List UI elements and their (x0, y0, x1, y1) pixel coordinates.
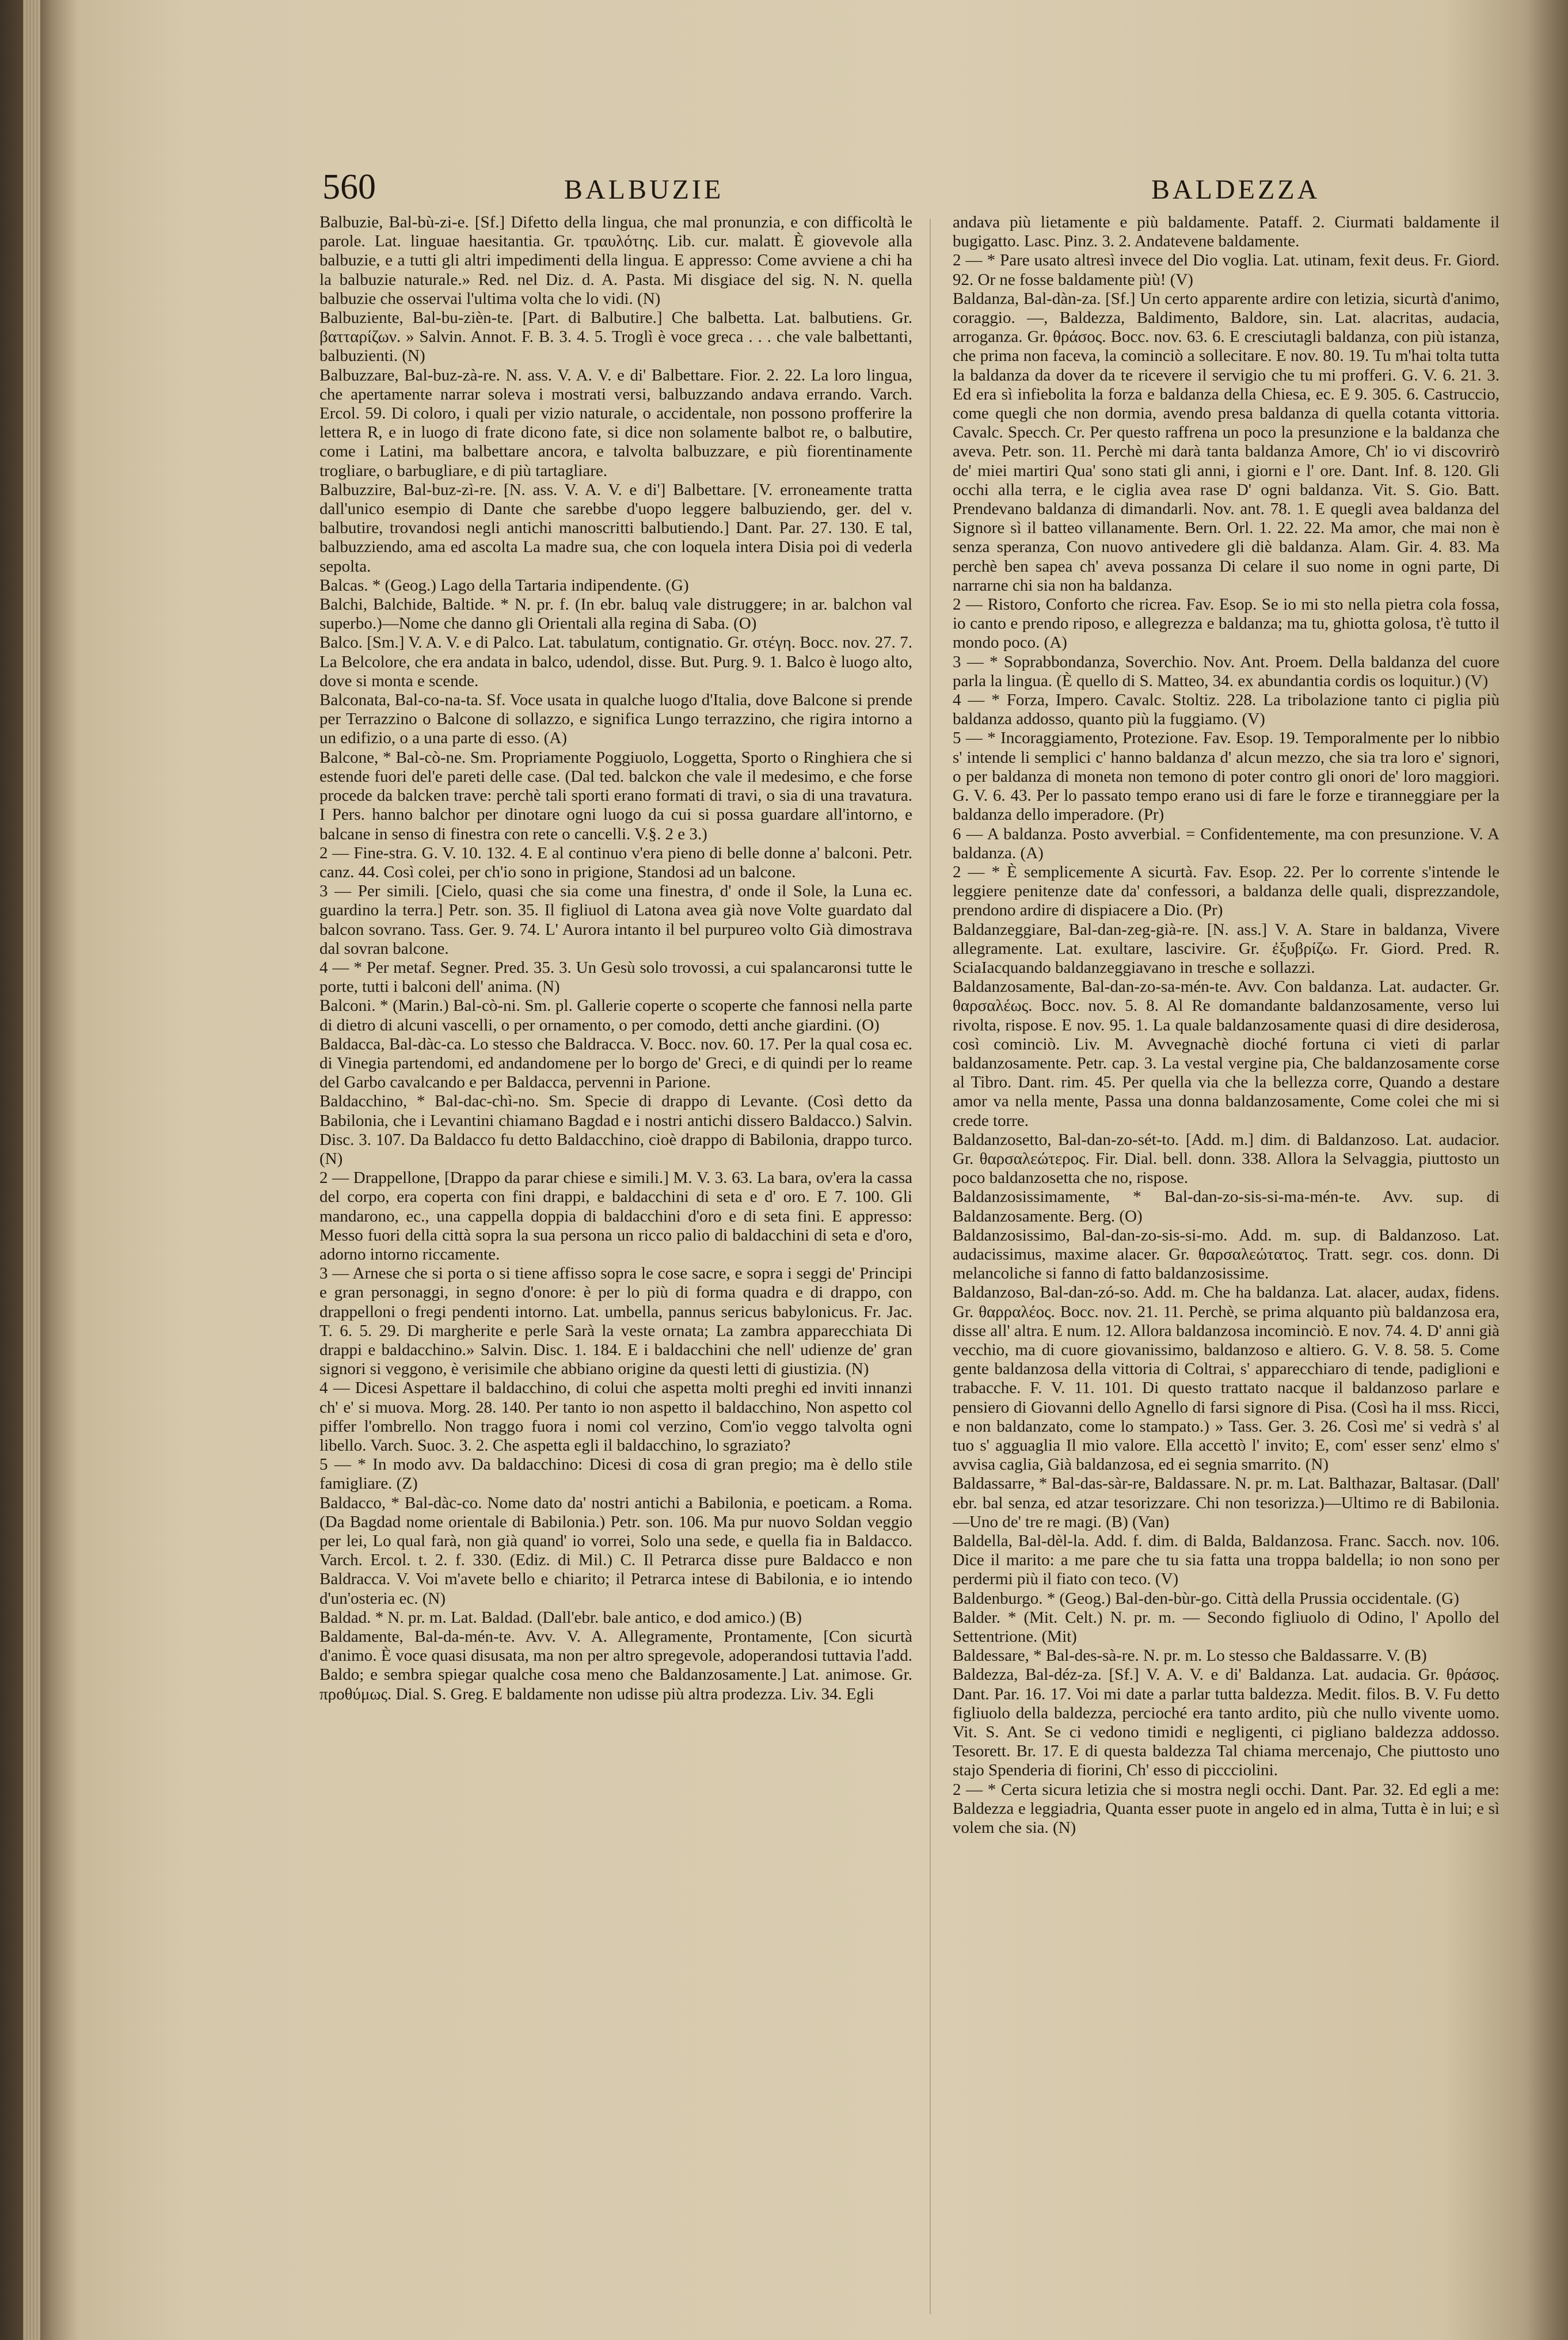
dictionary-entry: 3 — Per simili. [Cielo, quasi che sia come una finestra, d' onde il Sole, la Luna ec. guardino la terra.] Petr. son. 35. Il figliuol di Latona avea già nove Volte guardato dal balcon sovrano. Tass. Ger. 9. 74. L' Aurora intanto il bel purpureo volto Già dimostrava dal sovran balcone. (319, 882, 912, 958)
dictionary-entry: Baldacchino, * Bal-dac-chì-no. Sm. Specie di drappo di Levante. (Così detto da Babilonia, che i Levantini chiamano Bagdad e i nostri antichi dissero Baldacco.) Salvin. Disc. 3. 107. Da Baldacco fu detto Baldacchino, cioè drappo di Babilonia, drappo turco. (N) (319, 1092, 912, 1168)
dictionary-column-right (953, 213, 1500, 2320)
page-gutter-shadow (1528, 0, 1568, 2340)
dictionary-entry: Baldacca, Bal-dàc-ca. Lo stesso che Baldracca. V. Bocc. nov. 60. 17. Per la qual cosa ec. di Vinegia partendomi, ed andandomene per lo borgo de' Greci, e di quindi per lo reame del Garbo cavalcando e per Baldacca, pervenni in Parione. (319, 1034, 912, 1092)
dictionary-entry: Balbuziente, Bal-bu-zièn-te. [Part. di Balbutire.] Che balbetta. Lat. balbutiens. Gr. βατταρίζων. » Salvin. Annot. F. B. 3. 4. 5. Troglì è voce greca . . . che vale balbettanti, balbuzienti. (N) (319, 309, 912, 366)
dictionary-entry: 2 — * Pare usato altresì invece del Dio voglia. Lat. utinam, fexit deus. Fr. Giord. 92. Or ne fosse baldamente più! (V) (953, 251, 1500, 289)
dictionary-entry: Baldanzosetto, Bal-dan-zo-sét-to. [Add. m.] dim. di Baldanzoso. Lat. audacior. Gr. θαρσαλεώτερος. Fir. Dial. bell. donn. 338. Allora la Selvaggia, piuttosto un poco baldanzosetta che no, rispose. (953, 1130, 1500, 1188)
dictionary-entry: Baldella, Bal-dèl-la. Add. f. dim. di Balda, Baldanzosa. Franc. Sacch. nov. 106. Dice il marito: a me pare che tu sia fatta una troppa baldella; io non sono per perdermi più il fiato con teco. (V) (953, 1532, 1500, 1589)
dictionary-entry: Baldassarre, * Bal-das-sàr-re, Baldassare. N. pr. m. Lat. Balthazar, Baltasar. (Dall' ebr. bal senza, ed atzar tesorizzare. Chi non tesorizza.)—Ultimo re di Babilonia.—Uno de' tre re magi. (B) (Van) (953, 1474, 1500, 1531)
running-head-right: BALDEZZA (1151, 174, 1320, 205)
dictionary-entry: Baldanzoso, Bal-dan-zó-so. Add. m. Che ha baldanza. Lat. alacer, audax, fidens. Gr. θαρραλέος. Bocc. nov. 21. 11. Perchè, se prima alquanto più baldanzosa era, disse all' altra. E num. 12. Allora baldanzosa incominciò. E nov. 74. 4. D' anni già vecchio, ma di cuore giovanissimo, baldanzoso e altiero. G. V. 8. 58. 5. Come gente baldanzosa della vittoria di Coltrai, s' apparecchiaro di tende, padiglioni e trabacche. F. V. 11. 101. Di questo trattato nacque il baldanzoso parlare e pensiero di Giovanni dello Agnello di farsi signore di Pisa. (Così ha il mss. Ricci, e non baldanzato, come lo stampato.) » Tass. Ger. 3. 26. Così me' si vedrà s' al tuo s' agguaglia Il mio valore. Ella accettò l' invito; E, com' esser senz' elmo s' avvisa caglia, Già baldanzosa, ed ei segnia smarrito. (N) (953, 1283, 1500, 1474)
dictionary-entry: Balconata, Bal-co-na-ta. Sf. Voce usata in qualche luogo d'Italia, dove Balcone si prende per Terrazzino o Balcone di sollazzo, e significa Lungo terrazzino, che rigira intorno a un edifizio, o a una parte di esso. (A) (319, 691, 912, 748)
dictionary-entry: 5 — * In modo avv. Da baldacchino: Dicesi di cosa di gran pregio; ma è dello stile famigliare. (Z) (319, 1455, 912, 1493)
dictionary-column-left (319, 213, 912, 2320)
dictionary-entry: 5 — * Incoraggiamento, Protezione. Fav. Esop. 19. Temporalmente per lo nibbio s' intende li semplici c' hanno baldanza d' alcun mezzo, che sia tra loro e' signori, o per baldanza di moneta non temono di poter contro gli onori de' loro maggiori. G. V. 6. 43. Per lo passato tempo erano usi di fare le forze e tiranneggiare per la baldanza dello imperadore. (Pr) (953, 729, 1500, 824)
dictionary-entry: Balchi, Balchide, Baltide. * N. pr. f. (In ebr. baluq vale distruggere; in ar. balchon val superbo.)—Nome che danno gli Orientali alla regina di Saba. (O) (319, 595, 912, 633)
dictionary-entry: Baldanzeggiare, Bal-dan-zeg-già-re. [N. ass.] V. A. Stare in baldanza, Vivere allegramente. Lat. exultare, lascivire. Gr. ἐξυβρίζω. Fr. Giord. Pred. R. SciaIacquando baldanzeggiavano in tresche e sollazzi. (953, 920, 1500, 977)
dictionary-entry: Baldad. * N. pr. m. Lat. Baldad. (Dall'ebr. bale antico, e dod amico.) (B) (319, 1608, 802, 1627)
dictionary-entry: Baldenburgo. * (Geog.) Bal-den-bùr-go. Città della Prussia occidentale. (G) (953, 1589, 1459, 1608)
dictionary-entry: Balcas. * (Geog.) Lago della Tartaria indipendente. (G) (319, 576, 689, 595)
dictionary-entry: Baldanza, Bal-dàn-za. [Sf.] Un certo apparente ardire con letizia, sicurtà d'animo, coraggio. —, Baldezza, Baldimento, Baldore, sin. Lat. alacritas, audacia, arroganza. Gr. θράσος. Bocc. nov. 63. 6. E cresciutagli baldanza, con più istanza, che prima non faceva, la cominciò a sollecitare. E nov. 80. 19. Tu m'hai tolta tutta la baldanza da dover da te ricevere il servigio che tu mi profferi. G. V. 6. 21. 3. Ed era sì infiebolita la forza e baldanza della Chiesa, ec. E 9. 305. 6. Castruccio, come quegli che non dormia, avendo presa baldanza di quella cotanta vittoria. Cavalc. Specch. Cr. Per questo raffrena un poco la presunzione e la baldanza che aveva. Petr. son. 11. Perchè mi darà tanta baldanza Amore, Ch' io vi discovrirò de' miei martiri Qua' sono stati gli anni, i giorni e l' ore. Dant. Inf. 8. 120. Gli occhi alla terra, e le ciglia avea rase D' ogni baldanza. Vit. S. Gio. Batt. Prendevano baldanza di dimandarli. Nov. ant. 78. 1. E quegli avea baldanza del Signore sì il batteo villanamente. Bern. Orl. 1. 22. 22. Ma amor, che mai non è senza speranza, Con nuovo antivedere gli diè baldanza. Alam. Gir. 4. 83. Ma perchè ben sapea ch' aveva possanza Di celare il suo nome in ogni parte, Di narrarne chi sia non ha baldanza. (953, 289, 1500, 595)
dictionary-entry: Baldezza, Bal-déz-za. [Sf.] V. A. V. e di' Baldanza. Lat. audacia. Gr. θράσος. Dant. Par. 16. 17. Voi mi date a parlar tutta baldezza. Medit. filos. B. V. Fu detto figliuolo della baldezza, percioché era tanto ardito, più che nullo vivente uomo. Vit. S. Ant. Se ci vedono timidi e negligenti, ci pigliano baldezza addosso. Tesorett. Br. 17. E di questa baldezza Tal chiama mercenajo, Che piuttosto uno stajo Spenderia di fiorini, Ch' esso di piccciolini. (953, 1665, 1500, 1780)
dictionary-entry: 4 — Dicesi Aspettare il baldacchino, di colui che aspetta molti preghi ed inviti innanzi ch' e' si muova. Morg. 28. 140. Per tanto io non aspetto il baldacchino, Non aspetto col piffer l'ombrello. Non traggo fuora i nomi col verzino, Com'io veggo talvolta ogni libello. Varch. Suoc. 3. 2. Che aspetta egli il baldacchino, lo sgraziato? (319, 1379, 912, 1455)
dictionary-entry: Balbuzie, Bal-bù-zi-e. [Sf.] Difetto della lingua, che mal pronunzia, e con difficoltà le parole. Lat. linguae haesitantia. Gr. τραυλότης. Lib. cur. malatt. È giovevole alla balbuzie, e a tutti gli altri impedimenti della lingua. E appresso: Come avviene a chi ha la balbuzie naturale.» Red. nel Diz. d. A. Pasta. Mi disgiace del sig. N. N. quella balbuzie che osservai l'ultima volta che lo vidi. (N) (319, 213, 912, 308)
dictionary-entry: 2 — * Certa sicura letizia che si mostra negli occhi. Dant. Par. 32. Ed egli a me: Baldezza e leggiadria, Quanta esser puote in angelo ed in alma, Tutta è in lui; e sì volem che sia. (N) (953, 1780, 1500, 1837)
dictionary-entry: 2 — Ristoro, Conforto che ricrea. Fav. Esop. Se io mi sto nella pietra cola fossa, io canto e prendo riposo, e allegrezza e baldanza; ma tu, ghiotta golosa, t'è tutto il mondo poco. (A) (953, 595, 1500, 652)
dictionary-entry: 4 — * Forza, Impero. Cavalc. Stoltiz. 228. La tribolazione tanto ci piglia più baldanza addosso, quanto più la fuggiamo. (V) (953, 691, 1500, 729)
dictionary-entry: Balbuzzare, Bal-buz-zà-re. N. ass. V. A. V. e di' Balbettare. Fior. 2. 22. La loro lingua, che apertamente narrar soleva i mostrati versi, balbuzzando andava errando. Varch. Ercol. 59. Di coloro, i quali per vizio naturale, o accidentale, non possono profferire la lettera R, e in luogo di frate dicono fate, si dice non solamente balbot re, o balbutire, come i Latini, ma balbettare ancora, e talvolta balbuzzare, e più fiorentinamente trogliare, o barbugliare, e di più tartagliare. (319, 366, 912, 480)
dictionary-entry: 2 — Drappellone, [Drappo da parar chiese e simili.] M. V. 3. 63. La bara, ov'era la cassa del corpo, era coperta con fini drappi, e baldacchini di seta e d' oro. E 7. 100. Gli mandarono, ec., una cappella doppia di baldacchini d'oro e di seta fini. E appresso: Messo fuori della città sopra la sua persona un ricco palio di baldacchini di seta e d'oro, adorno intorno riccamente. (319, 1169, 912, 1264)
dictionary-entry: Balconi. * (Marin.) Bal-cò-ni. Sm. pl. Gallerie coperte o scoperte che fannosi nella parte di dietro di alcuni vascelli, o per ornamento, o per comodo, detti anche giardini. (O) (319, 996, 912, 1034)
dictionary-entry: 4 — * Per metaf. Segner. Pred. 35. 3. Un Gesù solo trovossi, a cui spalancaronsi tutte le porte, tutti i balconi dell' anima. (N) (319, 958, 912, 996)
page-stack-edge (23, 0, 40, 2340)
dictionary-entry: Baldanzosissimamente, * Bal-dan-zo-sis-si-ma-mén-te. Avv. sup. di Baldanzosamente. Berg. (O) (953, 1188, 1500, 1226)
dictionary-entry: Baldacco, * Bal-dàc-co. Nome dato da' nostri antichi a Babilonia, e poeticam. a Roma. (Da Bagdad nome orientale di Babilonia.) Petr. son. 106. Ma pur nuovo Soldan veggio per lei, Lo qual farà, non già quand' io vorrei, Solo una sede, e quella fia in Baldacco. Varch. Ercol. t. 2. f. 330. (Ediz. di Mil.) C. Il Petrarca disse pure Baldacco e non Baldracca. V. Voi m'avete bello e chiarito; il Petrarca intese di Babilonia, e io intendo d'un'osteria ec. (N) (319, 1493, 912, 1608)
dictionary-entry: Balbuzzire, Bal-buz-zì-re. [N. ass. V. A. V. e di'] Balbettare. [V. erroneamente tratta dall'unico esempio di Dante che sarebbe d'uopo leggere balbuziendo, ger. del v. balbutire, trovandosi negli antichi manoscritti balbutiendo.] Dant. Par. 27. 130. E tal, balbuzziendo, ama ed ascolta La madre sua, che con loquela intera Disia poi di vederla sepolta. (319, 480, 912, 576)
column-divider (930, 219, 931, 2314)
dictionary-entry: 3 — Arnese che si porta o si tiene affisso sopra le cose sacre, e sopra i seggi de' Principi e gran personaggi, in segno d'onore: è per lo più di forma quadra e di drappo, con drappelloni o fregi pendenti intorno. Lat. umbella, pannus sericus babylonicus. Fr. Jac. T. 6. 5. 29. Di margherite e perle Sarà la veste ornata; La zambra apparecchiata Di drappi e baldacchino.» Salvin. Disc. 1. 184. E i baldacchini che nell' udienze de' gran signori si veggono, è verisimile che abbiano origine da questi letti di giustizia. (N) (319, 1264, 912, 1379)
dictionary-entry: 2 — Fine-stra. G. V. 10. 132. 4. E al continuo v'era pieno di belle donne a' balconi. Petr. canz. 44. Così colei, per ch'io sono in prigione, Standosi ad un balcone. (319, 843, 912, 881)
running-head-left: BALBUZIE (564, 174, 724, 205)
dictionary-entry: 2 — * È semplicemente A sicurtà. Fav. Esop. 22. Per lo corrente s'intende le leggiere penitenze date da' confessori, a baldanza delle quali, disprezzandole, prendono ardire di dispiacere a Dio. (Pr) (953, 862, 1500, 920)
dictionary-entry: Baldanzosissimo, Bal-dan-zo-sis-si-mo. Add. m. sup. di Baldanzoso. Lat. audacissimus, maxime alacer. Gr. θαρσαλεώτατος. Tratt. segr. cos. donn. Di melancoliche si fanno di fatto baldanzosissime. (953, 1226, 1500, 1283)
page-number: 560 (322, 168, 376, 207)
dictionary-entry: Baldanzosamente, Bal-dan-zo-sa-mén-te. Avv. Con baldanza. Lat. audacter. Gr. θαρσαλέως. Bocc. nov. 5. 8. Al Re domandante baldanzosamente, verso lui rivolta, rispose. E nov. 95. 1. La quale baldanzosamente quasi di dire desiderosa, così cominciò. Liv. M. Avvegnachè dioché fortuna ci vieti di parlar baldanzosamente. Petr. cap. 3. La vestal vergine pia, Che baldanzosamente corse al Tibro. Dant. rim. 45. Per quella via che la bellezza corre, Quando a destare amor va nella mente, Passa una donna baldanzosamente, Come colei che mi si crede torre. (953, 977, 1500, 1130)
dictionary-entry: Baldessare, * Bal-des-sà-re. N. pr. m. Lo stesso che Baldassarre. V. (B) (953, 1646, 1427, 1665)
dictionary-entry: 3 — * Soprabbondanza, Soverchio. Nov. Ant. Proem. Della baldanza del cuore parla la lingua. (È quello di S. Matteo, 34. ex abundantia cordis os loquitur.) (V) (953, 652, 1500, 690)
dictionary-entry: Baldamente, Bal-da-mén-te. Avv. V. A. Allegramente, Prontamente, [Con sicurtà d'animo. È voce quasi disusata, ma non per altro spregevole, adoperandosi tuttavia l'add. Baldo; e sembra spiegar qualche cosa meno che Baldanzosamente.] Lat. animose. Gr. προθύμως. Dial. S. Greg. E baldamente non udisse più altra prodezza. Liv. 34. Egli (319, 1627, 912, 1703)
dictionary-entry: 6 — A baldanza. Posto avverbial. = Confidentemente, ma con presunzione. V. A baldanza. (A) (953, 824, 1500, 862)
dictionary-entry: Balcone, * Bal-cò-ne. Sm. Propriamente Poggiuolo, Loggetta, Sporto o Ringhiera che si estende fuori del'e pareti delle case. (Dal ted. balckon che vale il medesimo, e che forse procede da balcken trave: perchè tali sporti erano formati di travi, o sia di una travatura. I Pers. hanno balchor per dinotare ogni luogo da cui si possa guardare all'intorno, e balcane in senso di finestra con rete o cancelli. V.§. 2 e 3.) (319, 748, 912, 843)
dictionary-entry: Balco. [Sm.] V. A. V. e di Palco. Lat. tabulatum, contignatio. Gr. στέγη. Bocc. nov. 27. 7. La Belcolore, che era andata in balco, udendol, disse. But. Purg. 9. 1. Balco è luogo alto, dove si monta e scende. (319, 633, 912, 690)
dictionary-entry: andava più lietamente e più baldamente. Pataff. 2. Ciurmati baldamente il bugigatto. Lasc. Pinz. 3. 2. Andatevene baldamente. (953, 213, 1500, 251)
dictionary-entry: Balder. * (Mit. Celt.) N. pr. m. — Secondo figliuolo di Odino, l' Apollo del Settentrione. (Mit) (953, 1608, 1500, 1646)
